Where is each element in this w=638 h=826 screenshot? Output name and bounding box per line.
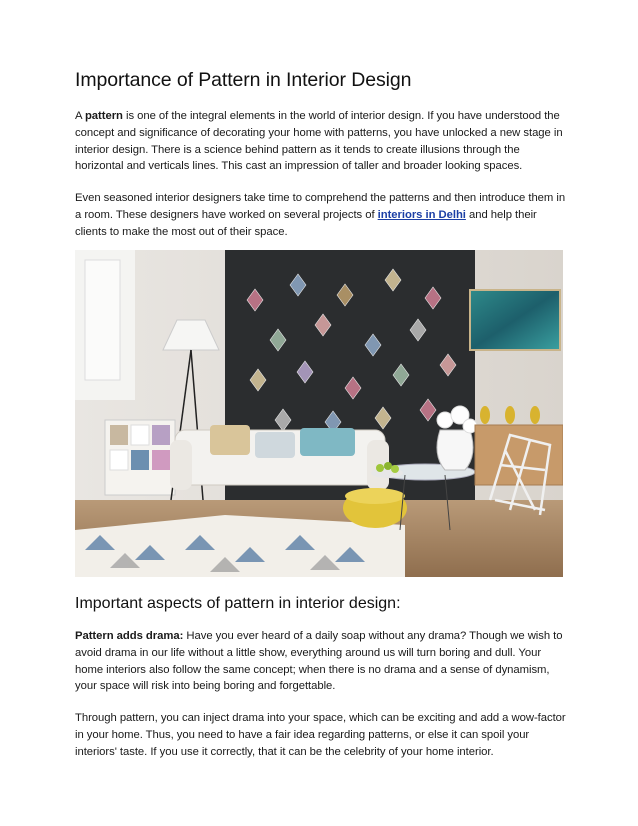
page-title: Importance of Pattern in Interior Design (75, 69, 412, 91)
paragraph-pattern-drama (75, 628, 570, 695)
section-heading: Important aspects of pattern in interior design: (75, 595, 401, 612)
paragraph-designers (75, 190, 570, 240)
text-run: Even seasoned interior designers take time to comprehend the patterns and then introduce them in a room. These designers have worked on several projects of (75, 192, 566, 221)
bold-term-pattern: pattern (84, 110, 123, 122)
paragraph-intro (75, 108, 570, 175)
document-body (75, 68, 570, 256)
living-room-photo (75, 250, 563, 577)
text-run: A (75, 110, 85, 122)
paragraph-inject-drama: Through pattern, you can inject drama into your space, which can be exciting and add a wow-factor in your home. Thus, you need to have a fair idea regarding patterns, or else it can spoil your interiors' taste. If you use it correctly, that it can be the celebrity of your home interior. (75, 712, 566, 758)
bold-term-pattern-adds-drama: Pattern adds drama: (75, 630, 184, 642)
text-run: Have you ever heard of a daily soap without any drama? Though we wish to avoid drama in our life without a little show, everything around us will turn boring and dull. Your home interiors also follow the same concept; when there is no drama and a sense of dynamism, your space will risk into being boring and forgettable. (75, 630, 563, 693)
text-run: is one of the integral elements in the world of interior design. If you have understood the concept and significance of decorating your home with patterns, you have unlocked a new stage in interior design. There is a science behind pattern as it tends to create illusions through the horizontal and verticals lines. This cast an impression of taller and broader looking spaces. (75, 110, 563, 173)
interiors-in-delhi-link[interactable]: interiors in Delhi (377, 208, 466, 221)
section-pattern-aspects (75, 594, 570, 776)
text-run: and help their clients to make the most out of their space. (75, 208, 537, 238)
